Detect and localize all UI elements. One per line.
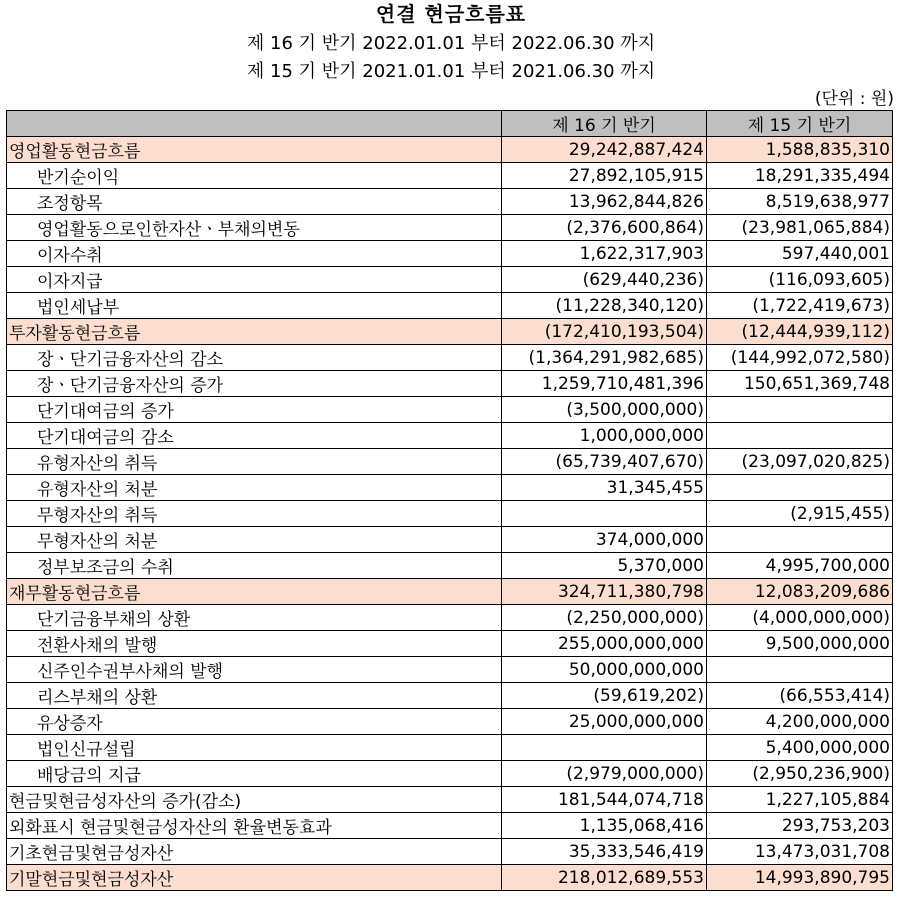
previous-period-value: 1,588,835,310 (707, 137, 893, 163)
table-row (7, 657, 893, 683)
current-period-value: (3,500,000,000) (502, 397, 707, 423)
current-period-value (502, 735, 707, 761)
table-header-row (7, 111, 893, 137)
previous-period-value (707, 657, 893, 683)
current-period-value: 35,333,546,419 (502, 839, 707, 865)
period-current: 제 16 기 반기 2022.01.01 부터 2022.06.30 까지 (246, 33, 656, 54)
table-row (7, 267, 893, 293)
cash-flow-table (6, 110, 893, 891)
unit-label: (단위 : 원) (814, 89, 894, 109)
previous-period-value: (2,950,236,900) (707, 761, 893, 787)
header-label-cell (7, 111, 502, 137)
table-row (7, 163, 893, 189)
row-label: 리스부채의 상환 (7, 683, 502, 709)
table-row (7, 605, 893, 631)
row-label: 기말현금및현금성자산 (7, 865, 502, 891)
row-label: 법인신규설립 (7, 735, 502, 761)
table-row (7, 579, 893, 605)
current-period-value: 1,622,317,903 (502, 241, 707, 267)
previous-period-value: 1,227,105,884 (707, 787, 893, 813)
current-period-value (502, 501, 707, 527)
current-period-value: (172,410,193,504) (502, 319, 707, 345)
table-row (7, 709, 893, 735)
current-period-value: (2,979,000,000) (502, 761, 707, 787)
current-period-value: 1,259,710,481,396 (502, 371, 707, 397)
table-row (7, 527, 893, 553)
previous-period-value: (12,444,939,112) (707, 319, 893, 345)
previous-period-value (707, 527, 893, 553)
header-previous-period: 제 15 기 반기 (707, 111, 893, 137)
previous-period-value: (23,097,020,825) (707, 449, 893, 475)
previous-period-value: 4,200,000,000 (707, 709, 893, 735)
table-row (7, 553, 893, 579)
row-label: 외화표시 현금및현금성자산의 환율변동효과 (7, 813, 502, 839)
current-period-value: 255,000,000,000 (502, 631, 707, 657)
current-period-value: (59,619,202) (502, 683, 707, 709)
table-row (7, 631, 893, 657)
table-row (7, 371, 893, 397)
period-previous: 제 15 기 반기 2021.01.01 부터 2021.06.30 까지 (246, 61, 656, 82)
row-label: 유형자산의 취득 (7, 449, 502, 475)
previous-period-value: 293,753,203 (707, 813, 893, 839)
previous-period-value: 18,291,335,494 (707, 163, 893, 189)
current-period-value: 29,242,887,424 (502, 137, 707, 163)
row-label: 현금및현금성자산의 증가(감소) (7, 787, 502, 813)
table-row (7, 475, 893, 501)
table-row (7, 683, 893, 709)
current-period-value: (11,228,340,120) (502, 293, 707, 319)
current-period-value: 181,544,074,718 (502, 787, 707, 813)
row-label: 신주인수권부사채의 발행 (7, 657, 502, 683)
current-period-value: (629,440,236) (502, 267, 707, 293)
row-label: 단기대여금의 증가 (7, 397, 502, 423)
row-label: 영업활동으로인한자산ㆍ부채의변동 (7, 215, 502, 241)
previous-period-value: (4,000,000,000) (707, 605, 893, 631)
previous-period-value: 8,519,638,977 (707, 189, 893, 215)
row-label: 무형자산의 취득 (7, 501, 502, 527)
table-row (7, 293, 893, 319)
previous-period-value: 4,995,700,000 (707, 553, 893, 579)
table-row (7, 787, 893, 813)
previous-period-value: 150,651,369,748 (707, 371, 893, 397)
row-label: 배당금의 지급 (7, 761, 502, 787)
current-period-value: (1,364,291,982,685) (502, 345, 707, 371)
row-label: 장ㆍ단기금융자산의 증가 (7, 371, 502, 397)
table-row (7, 137, 893, 163)
row-label: 유상증자 (7, 709, 502, 735)
row-label: 영업활동현금흐름 (7, 137, 502, 163)
current-period-value: 5,370,000 (502, 553, 707, 579)
current-period-value: (65,739,407,670) (502, 449, 707, 475)
row-label: 법인세납부 (7, 293, 502, 319)
previous-period-value: 597,440,001 (707, 241, 893, 267)
row-label: 단기대여금의 감소 (7, 423, 502, 449)
previous-period-value: (116,093,605) (707, 267, 893, 293)
table-row (7, 839, 893, 865)
current-period-value: 31,345,455 (502, 475, 707, 501)
previous-period-value: 13,473,031,708 (707, 839, 893, 865)
previous-period-value (707, 475, 893, 501)
row-label: 이자지급 (7, 267, 502, 293)
previous-period-value: (144,992,072,580) (707, 345, 893, 371)
table-row (7, 501, 893, 527)
current-period-value: 25,000,000,000 (502, 709, 707, 735)
previous-period-value: 14,993,890,795 (707, 865, 893, 891)
current-period-value: 218,012,689,553 (502, 865, 707, 891)
row-label: 정부보조금의 수취 (7, 553, 502, 579)
previous-period-value (707, 423, 893, 449)
row-label: 무형자산의 처분 (7, 527, 502, 553)
current-period-value: 50,000,000,000 (502, 657, 707, 683)
current-period-value: 1,000,000,000 (502, 423, 707, 449)
table-row (7, 865, 893, 891)
row-label: 이자수취 (7, 241, 502, 267)
previous-period-value: (66,553,414) (707, 683, 893, 709)
table-row (7, 735, 893, 761)
row-label: 전환사채의 발행 (7, 631, 502, 657)
row-label: 재무활동현금흐름 (7, 579, 502, 605)
previous-period-value (707, 397, 893, 423)
statement-header (0, 0, 902, 86)
table-row (7, 241, 893, 267)
row-label: 단기금융부채의 상환 (7, 605, 502, 631)
current-period-value: (2,250,000,000) (502, 605, 707, 631)
current-period-value: 27,892,105,915 (502, 163, 707, 189)
table-row (7, 761, 893, 787)
table-row (7, 449, 893, 475)
row-label: 반기순이익 (7, 163, 502, 189)
current-period-value: (2,376,600,864) (502, 215, 707, 241)
current-period-value: 324,711,380,798 (502, 579, 707, 605)
previous-period-value: (1,722,419,673) (707, 293, 893, 319)
previous-period-value: 9,500,000,000 (707, 631, 893, 657)
previous-period-value: (2,915,455) (707, 501, 893, 527)
table-row (7, 397, 893, 423)
row-label: 조정항목 (7, 189, 502, 215)
row-label: 유형자산의 처분 (7, 475, 502, 501)
table-row (7, 189, 893, 215)
statement-title: 연결 현금흐름표 (375, 2, 527, 26)
previous-period-value: 5,400,000,000 (707, 735, 893, 761)
row-label: 투자활동현금흐름 (7, 319, 502, 345)
previous-period-value: 12,083,209,686 (707, 579, 893, 605)
table-row (7, 345, 893, 371)
table-row (7, 423, 893, 449)
table-row (7, 319, 893, 345)
row-label: 장ㆍ단기금융자산의 감소 (7, 345, 502, 371)
header-current-period: 제 16 기 반기 (502, 111, 707, 137)
current-period-value: 13,962,844,826 (502, 189, 707, 215)
row-label: 기초현금및현금성자산 (7, 839, 502, 865)
table-row (7, 215, 893, 241)
table-body (7, 137, 893, 891)
previous-period-value: (23,981,065,884) (707, 215, 893, 241)
current-period-value: 374,000,000 (502, 527, 707, 553)
table-row (7, 813, 893, 839)
current-period-value: 1,135,068,416 (502, 813, 707, 839)
